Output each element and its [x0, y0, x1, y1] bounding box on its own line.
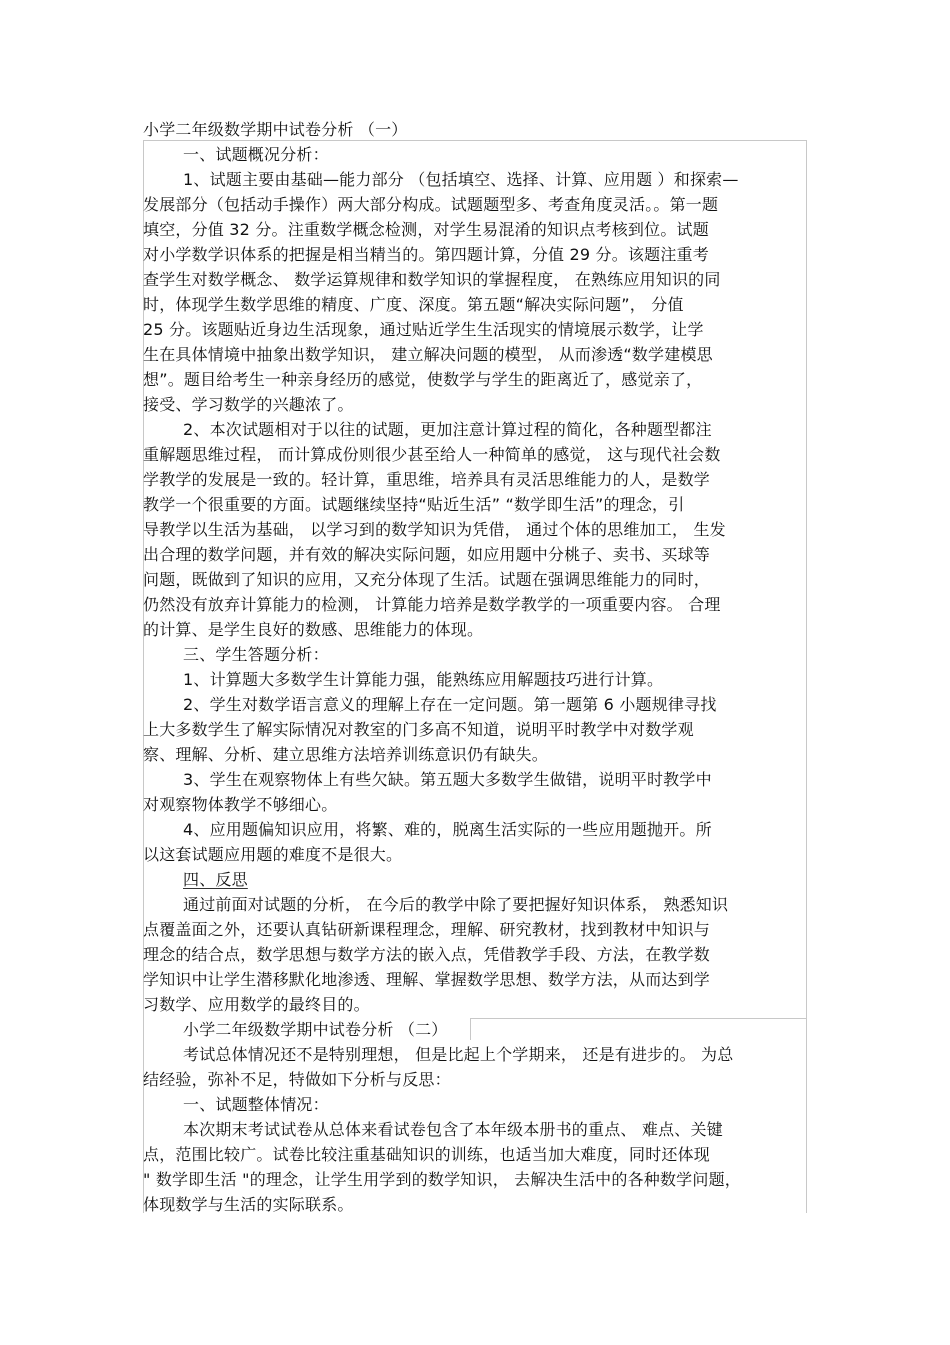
doc-title-2: 小学二年级数学期中试卷分析 （二） [183, 1020, 448, 1039]
paragraph-line: 接受、学习数学的兴趣浓了。 [143, 395, 354, 414]
doc-title-1: 小学二年级数学期中试卷分析 （一） [143, 120, 408, 139]
paragraph-line: 出合理的数学问题，并有效的解决实际问题，如应用题中分桃子、卖书、买球等 [143, 545, 711, 564]
paragraph-line: 25 分。该题贴近身边生活现象，通过贴近学生生活现实的情境展示数学，让学 [143, 320, 704, 339]
paragraph-line: 察、理解、分析、建立思维方法培养训练意识仍有缺失。 [143, 745, 549, 764]
section-heading: 一、试题概况分析： [183, 145, 329, 164]
paragraph-line: 时，体现学生数学思维的精度、广度、深度。第五题“解决实际问题”， 分值 [143, 295, 684, 314]
section-heading-reflection: 四、反思 [183, 870, 248, 889]
paragraph-line: 生在具体情境中抽象出数学知识， 建立解决问题的模型， 从而渗透“数学建模思 [143, 345, 713, 364]
paragraph-line: 通过前面对试题的分析， 在今后的教学中除了要把握好知识体系， 熟悉知识 [183, 895, 729, 914]
section-heading: 一、试题整体情况： [183, 1095, 329, 1114]
paragraph-line: 点，范围比较广。试卷比较注重基础知识的训练，也适当加大难度，同时还体现 [143, 1145, 711, 1164]
paragraph-line: 导教学以生活为基础， 以学习到的数学知识为凭借， 通过个体的思维加工， 生发 [143, 520, 726, 539]
paragraph-line: 学教学的发展是一致的。轻计算，重思维，培养具有灵活思维能力的人，是数学 [143, 470, 711, 489]
frame-rule-title1 [143, 140, 807, 141]
paragraph-line: 查学生对数学概念、 数学运算规律和数学知识的掌握程度， 在熟练应用知识的同 [143, 270, 721, 289]
paragraph-line: 3、学生在观察物体上有些欠缺。第五题大多数学生做错，说明平时教学中 [183, 770, 712, 789]
paragraph-line: 重解题思维过程， 而计算成份则很少甚至给人一种简单的感觉， 这与现代社会数 [143, 445, 721, 464]
paragraph-line: 的计算、是学生良好的数感、思维能力的体现。 [143, 620, 484, 639]
frame-title2-box-left [470, 1018, 471, 1040]
paragraph-line: 对小学数学识体系的把握是相当精当的。第四题计算，分值 29 分。该题注重考 [143, 245, 709, 264]
paragraph-line: 教学一个很重要的方面。试题继续坚持“贴近生活” “数学即生活”的理念，引 [143, 495, 685, 514]
paragraph-line: 1、计算题大多数学生计算能力强，能熟练应用解题技巧进行计算。 [183, 670, 664, 689]
paragraph-line: 填空，分值 32 分。注重数学概念检测，对学生易混淆的知识点考核到位。试题 [143, 220, 709, 239]
paragraph-line: 发展部分（包括动手操作）两大部分构成。试题题型多、考查角度灵活。。第一题 [143, 195, 719, 214]
paragraph-line: 习数学、应用数学的最终目的。 [143, 995, 370, 1014]
paragraph-line: 2、学生对数学语言意义的理解上存在一定问题。第一题第 6 小题规律寻找 [183, 695, 717, 714]
frame-right-top [806, 140, 807, 1020]
section-heading: 三、学生答题分析： [183, 645, 329, 664]
paragraph-line: 2、本次试题相对于以往的试题，更加注意计算过程的简化，各种题型都注 [183, 420, 712, 439]
frame-right-bottom [806, 1018, 807, 1213]
paragraph-line: 想”。题目给考生一种亲身经历的感觉，使数学与学生的距离近了，感觉亲了， [143, 370, 703, 389]
paragraph-line: 体现数学与生活的实际联系。 [143, 1195, 354, 1214]
paragraph-line: 对观察物体教学不够细心。 [143, 795, 338, 814]
paragraph-line: 考试总体情况还不是特别理想， 但是比起上个学期来， 还是有进步的。 为总 [183, 1045, 734, 1064]
paragraph-line: 以这套试题应用题的难度不是很大。 [143, 845, 403, 864]
paragraph-line: 4、应用题偏知识应用，将繁、难的，脱离生活实际的一些应用题抛开。所 [183, 820, 712, 839]
frame-rule-title2 [470, 1018, 807, 1019]
paragraph-line: 1、试题主要由基础—能力部分 （包括填空、选择、计算、应用题 ）和探索— [183, 170, 739, 189]
paragraph-line: 结经验，弥补不足，特做如下分析与反思： [143, 1070, 451, 1089]
paragraph-line: 上大多数学生了解实际情况对教室的门多高不知道，说明平时教学中对数学观 [143, 720, 694, 739]
paragraph-line: 理念的结合点，数学思想与数学方法的嵌入点，凭借教学手段、方法，在教学数 [143, 945, 711, 964]
paragraph-line: 问题，既做到了知识的应用，又充分体现了生活。试题在强调思维能力的同时， [143, 570, 711, 589]
paragraph-line: 本次期末考试试卷从总体来看试卷包含了本年级本册书的重点、 难点、关键 [183, 1120, 723, 1139]
paragraph-line: " 数学即生活 "的理念，让学生用学到的数学知识， 去解决生活中的各种数学问题， [143, 1170, 741, 1189]
paragraph-line: 学知识中让学生潜移默化地渗透、理解、掌握数学思想、数学方法，从而达到学 [143, 970, 711, 989]
paragraph-line: 点覆盖面之外，还要认真钻研新课程理念，理解、研究教材，找到教材中知识与 [143, 920, 711, 939]
paragraph-line: 仍然没有放弃计算能力的检测， 计算能力培养是数学教学的一项重要内容。 合理 [143, 595, 721, 614]
